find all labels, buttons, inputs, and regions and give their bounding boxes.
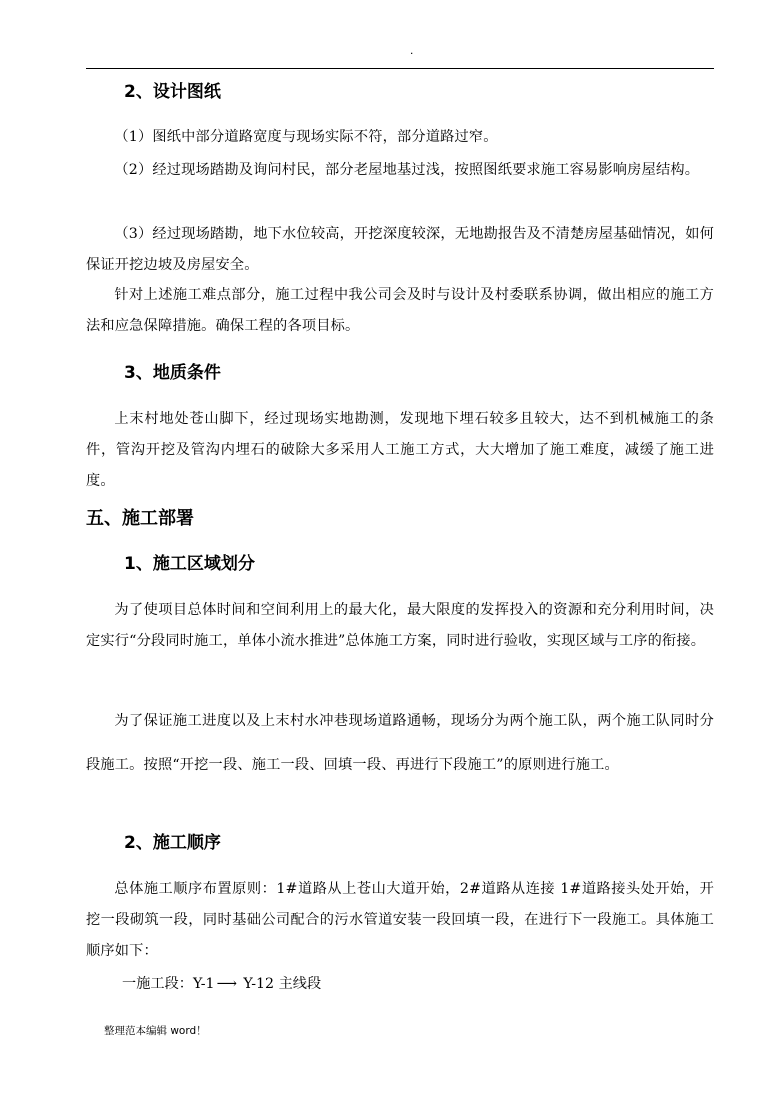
paragraph-drawing-2: （2）经过现场踏勘及询问村民，部分老屋地基过浅，按照图纸要求施工容易影响房屋结构。 xyxy=(114,162,700,178)
footer-note: 整理范本编辑 word！ xyxy=(104,1025,207,1037)
long-right-arrow-icon: ⟶ xyxy=(216,976,237,992)
header-mark: . xyxy=(410,43,414,57)
section-heading-geology: 3、地质条件 xyxy=(124,363,221,383)
sequence-line xyxy=(122,974,750,994)
paragraph-drawing-4: 针对上述施工难点部分，施工过程中我公司会及时与设计及村委联系协调，做出相应的施工方法和应急保障措施。确保工程的各项目标。 xyxy=(86,287,714,334)
paragraph-geology: 上末村地处苍山脚下，经过现场实地勘测，发现地下埋石较多且较大，达不到机械施工的条件，管沟开挖及管沟内埋石的破除大多采用人工施工方式，大大增加了施工难度，减缓了施工进度。 xyxy=(86,411,714,489)
paragraph-sequence: 总体施工顺序布置原则：1#道路从上苍山大道开始，2#道路从连接 1#道路接头处开始，开挖一段砌筑一段，同时基础公司配合的污水管道安装一段回填一段，在进行下一段施工。具体施工顺序如下： xyxy=(86,881,714,959)
header-rule xyxy=(86,68,714,69)
paragraph-zoning-1: 为了使项目总体时间和空间利用上的最大化，最大限度的发挥投入的资源和充分利用时间，决定实行“分段同时施工，单体小流水推进”总体施工方案，同时进行验收，实现区域与工序的衔接。 xyxy=(86,602,714,649)
paragraph-zoning-2: 为了保证施工进度以及上末村水冲巷现场道路通畅，现场分为两个施工队，两个施工队同时分段施工。按照“开挖一段、施工一段、回填一段、再进行下段施工”的原则进行施工。 xyxy=(86,713,714,773)
paragraph-drawing-1: （1）图纸中部分道路宽度与现场实际不符，部分道路过窄。 xyxy=(114,129,498,145)
chapter-heading-deployment: 五、施工部署 xyxy=(86,508,194,529)
sequence-start-label: 一施工段：Y-1 xyxy=(122,976,215,992)
section-heading-zoning: 1、施工区域划分 xyxy=(124,554,255,574)
paragraph-drawing-3: （3）经过现场踏勘，地下水位较高，开挖深度较深，无地勘报告及不清楚房屋基础情况，如何保证开挖边坡及房屋安全。 xyxy=(86,226,714,273)
section-heading-design-drawings: 2、设计图纸 xyxy=(124,82,221,102)
section-heading-sequence: 2、施工顺序 xyxy=(124,833,221,853)
sequence-end-label: Y-12 主线段 xyxy=(238,976,322,992)
